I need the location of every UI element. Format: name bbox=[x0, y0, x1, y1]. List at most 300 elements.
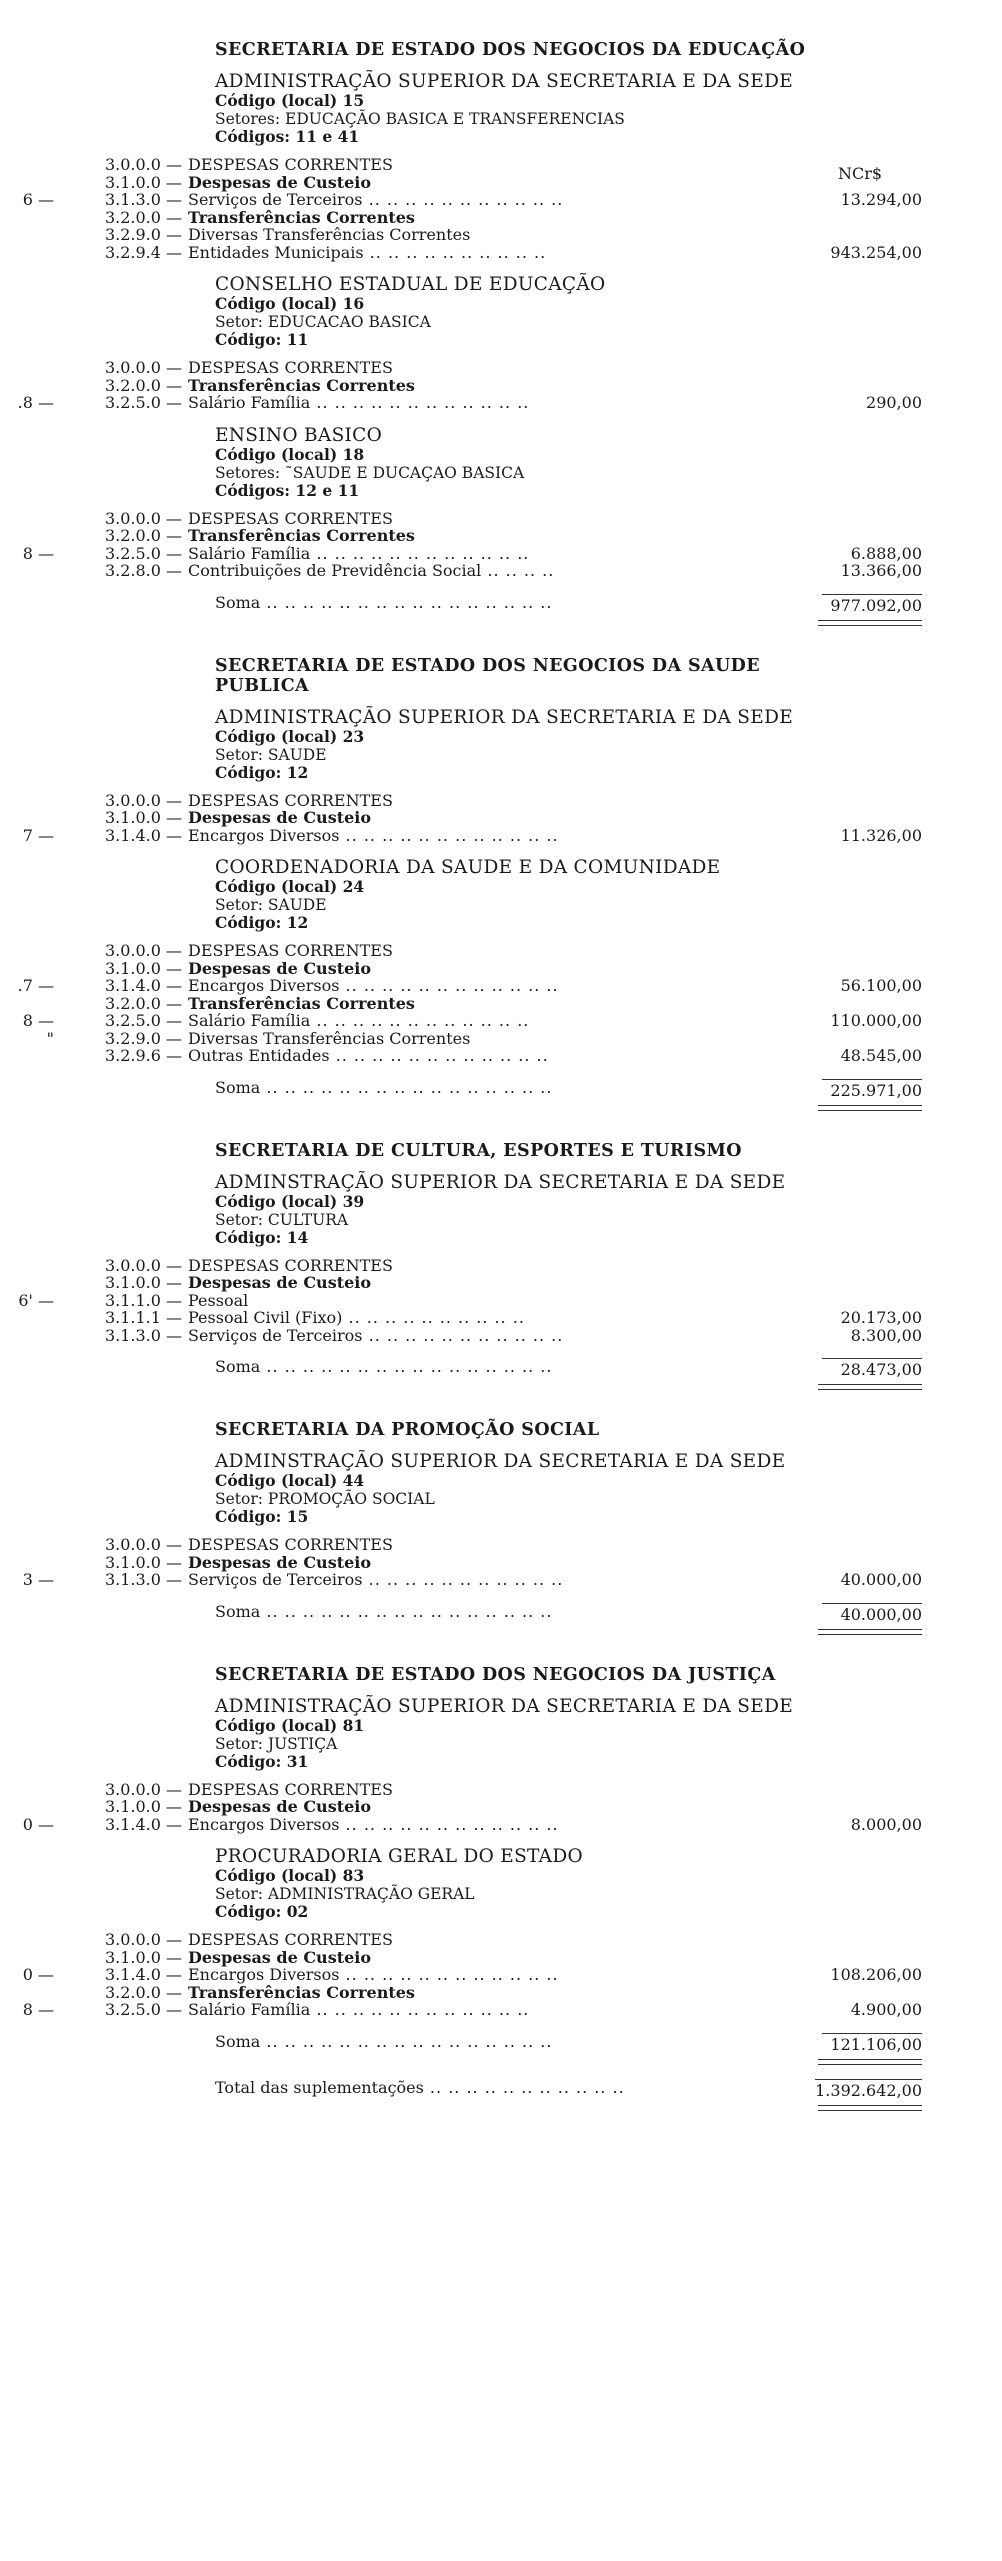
account-row bbox=[0, 1984, 1002, 2002]
unit-meta-line: Setor: ADMINISTRAÇÃO GERAL bbox=[215, 1885, 475, 1903]
row-marker: " bbox=[46, 1028, 54, 1048]
account-label: Outras Entidades bbox=[188, 1046, 330, 1065]
budget-unit bbox=[0, 72, 1002, 261]
unit-title: ADMINSTRAÇÃO SUPERIOR DA SECRETARIA E DA SEDE bbox=[215, 1171, 786, 1193]
unit-meta-line: Código (local) 16 bbox=[215, 294, 365, 313]
account-label: DESPESAS CORRENTES bbox=[188, 155, 393, 174]
unit-meta-line: Código (local) 24 bbox=[215, 877, 365, 896]
double-rule bbox=[818, 2110, 922, 2111]
subtotal-description bbox=[215, 1358, 552, 1376]
account-description bbox=[188, 244, 546, 262]
account-code: 3.1.0.0 — bbox=[104, 1797, 182, 1816]
account-label: Transferências Correntes bbox=[188, 993, 415, 1013]
account-row bbox=[0, 977, 1002, 995]
unit-meta-line: Código (local) 15 bbox=[215, 91, 365, 110]
account-label: DESPESAS CORRENTES bbox=[188, 790, 393, 810]
account-label: Contribuições de Previdência Social bbox=[188, 561, 482, 580]
account-label: Salário Família bbox=[188, 543, 311, 563]
double-rule bbox=[818, 1384, 922, 1385]
account-label: Encargos Diversos bbox=[188, 825, 340, 845]
subtotal-row bbox=[0, 592, 1002, 615]
subtotal-amount: 40.000,00 bbox=[822, 1603, 922, 1624]
account-label: Salário Família bbox=[188, 393, 311, 412]
amount-value: 290,00 bbox=[866, 393, 922, 412]
unit-title: CONSELHO ESTADUAL DE EDUCAÇÃO bbox=[215, 274, 606, 295]
account-code: 3.1.3.0 — bbox=[104, 1325, 182, 1345]
account-code: 3.2.5.0 — bbox=[104, 543, 182, 563]
grand-total-description bbox=[215, 2079, 625, 2097]
subtotal-description bbox=[215, 594, 552, 612]
account-label: Serviços de Terceiros bbox=[188, 190, 363, 209]
account-code: 3.1.0.0 — bbox=[104, 1947, 182, 1967]
account-description bbox=[188, 1554, 371, 1572]
account-description bbox=[188, 209, 415, 227]
amount-value: 8.300,00 bbox=[850, 1325, 922, 1345]
account-code: 3.1.0.0 — bbox=[104, 172, 182, 192]
grand-total-row bbox=[0, 2077, 1002, 2100]
account-description bbox=[188, 1816, 559, 1834]
account-code: 3.0.0.0 — bbox=[104, 941, 182, 960]
account-code: 3.1.3.0 — bbox=[104, 190, 182, 209]
account-row bbox=[0, 1012, 1002, 1030]
amount-value: 56.100,00 bbox=[840, 976, 922, 995]
account-row bbox=[0, 510, 1002, 528]
account-row bbox=[0, 1571, 1002, 1589]
budget-section bbox=[0, 1665, 1002, 2073]
unit-meta-line: Código: 12 bbox=[215, 762, 309, 782]
unit-meta-line: Código: 14 bbox=[215, 1227, 309, 1247]
dot-leader: .. .. .. .. .. .. .. .. .. .. bbox=[342, 1308, 525, 1327]
amount-value: 13.294,00 bbox=[840, 190, 922, 209]
account-code: 3.1.3.0 — bbox=[104, 1570, 182, 1589]
account-row bbox=[0, 1554, 1002, 1572]
account-description bbox=[188, 1292, 248, 1310]
row-marker: 6' — bbox=[18, 1290, 54, 1310]
account-label: Pessoal Civil (Fixo) bbox=[188, 1308, 343, 1327]
subtotal-row bbox=[0, 2031, 1002, 2054]
account-code: 3.2.0.0 — bbox=[104, 1982, 182, 2002]
subtotal-row bbox=[0, 1601, 1002, 1624]
unit-heading bbox=[215, 426, 835, 500]
account-label: Serviços de Terceiros bbox=[188, 1570, 363, 1589]
account-description bbox=[188, 377, 415, 395]
spacer bbox=[0, 782, 1002, 792]
row-marker: 3 — bbox=[22, 1570, 54, 1589]
dot-leader: .. .. .. .. .. .. .. .. .. .. .. .. bbox=[310, 393, 530, 412]
account-code: 3.2.8.0 — bbox=[104, 561, 182, 580]
account-row bbox=[0, 562, 1002, 580]
account-description bbox=[188, 1309, 525, 1327]
account-label: Transferências Correntes bbox=[188, 207, 415, 227]
unit-meta-line: Código: 15 bbox=[215, 1507, 309, 1526]
dot-leader: .. .. .. .. .. .. .. .. .. .. .. .. bbox=[329, 1046, 549, 1065]
budget-section bbox=[0, 1141, 1002, 1399]
account-row bbox=[0, 174, 1002, 192]
subtotal-description bbox=[215, 2033, 552, 2051]
dot-leader: .. .. .. .. .. .. .. .. .. .. .. .. bbox=[310, 2000, 530, 2019]
amount-value: 13.366,00 bbox=[840, 561, 922, 580]
spacer bbox=[0, 1771, 1002, 1781]
unit-meta-line: Código (local) 44 bbox=[215, 1471, 365, 1490]
account-description bbox=[188, 1966, 559, 1984]
double-rule bbox=[818, 2105, 922, 2106]
account-code: 3.1.0.0 — bbox=[104, 958, 182, 978]
account-row bbox=[0, 359, 1002, 377]
account-description bbox=[188, 792, 393, 810]
dot-leader: .. .. .. .. .. .. .. .. .. .. .. .. bbox=[310, 1011, 530, 1030]
subtotal-amount: 121.106,00 bbox=[822, 2033, 922, 2054]
account-description bbox=[188, 359, 393, 377]
account-description bbox=[188, 1949, 371, 1967]
account-label: Encargos Diversos bbox=[188, 1965, 340, 1984]
subtotal-amount: 28.473,00 bbox=[822, 1358, 922, 1379]
account-code: 3.2.9.0 — bbox=[104, 1028, 182, 1048]
unit-meta-line: Código: 31 bbox=[215, 1751, 309, 1771]
account-label: Diversas Transferências Correntes bbox=[188, 1028, 471, 1048]
account-row bbox=[0, 1966, 1002, 1984]
account-description bbox=[188, 1798, 371, 1816]
account-row bbox=[0, 1327, 1002, 1345]
subtotal-amount: 977.092,00 bbox=[822, 594, 922, 615]
account-row bbox=[0, 995, 1002, 1013]
account-code: 3.1.0.0 — bbox=[104, 1273, 182, 1292]
row-marker: 0 — bbox=[22, 1814, 54, 1834]
account-code: 3.1.1.1 — bbox=[104, 1308, 182, 1327]
account-label: Despesas de Custeio bbox=[188, 1947, 372, 1967]
account-label: Transferências Correntes bbox=[188, 1982, 415, 2002]
dot-leader: .. .. .. .. .. .. .. .. .. .. .. bbox=[423, 2077, 625, 2097]
budget-unit bbox=[0, 1847, 1002, 2019]
account-code: 3.1.4.0 — bbox=[104, 825, 182, 845]
double-rule bbox=[818, 625, 922, 626]
account-code: 3.2.9.6 — bbox=[104, 1046, 182, 1065]
account-row bbox=[0, 1798, 1002, 1816]
subtotal-label: Soma bbox=[215, 2031, 261, 2051]
account-description bbox=[188, 1030, 470, 1048]
row-marker: .8 — bbox=[17, 393, 54, 412]
amount-value: 943.254,00 bbox=[830, 242, 922, 262]
section-header: SECRETARIA DE ESTADO DOS NEGOCIOS DA SAUDE PUBLICA bbox=[215, 655, 760, 696]
account-row bbox=[0, 1030, 1002, 1048]
account-code: 3.2.5.0 — bbox=[104, 2000, 182, 2019]
dot-leader: .. .. .. .. bbox=[481, 561, 555, 580]
account-label: Despesas de Custeio bbox=[188, 808, 372, 827]
account-code: 3.2.5.0 — bbox=[104, 1011, 182, 1030]
account-description bbox=[188, 1931, 393, 1949]
section-header: SECRETARIA DA PROMOÇÃO SOCIAL bbox=[215, 1420, 600, 1440]
unit-title: ENSINO BASICO bbox=[215, 424, 383, 446]
dot-leader: .. .. .. .. .. .. .. .. .. .. .. .. bbox=[339, 825, 559, 845]
unit-meta-line: Setor: EDUCACAO BASICA bbox=[215, 313, 431, 331]
unit-title: COORDENADORIA DA SAUDE E DA COMUNIDADE bbox=[215, 857, 721, 878]
row-marker: 7 — bbox=[22, 825, 54, 845]
account-label: Despesas de Custeio bbox=[188, 958, 372, 978]
account-label: DESPESAS CORRENTES bbox=[188, 1930, 393, 1949]
unit-meta-line: Setor: CULTURA bbox=[215, 1210, 349, 1229]
subtotal-label: Soma bbox=[215, 1077, 261, 1097]
account-label: Despesas de Custeio bbox=[188, 172, 372, 192]
grand-total-label: Total das suplementações bbox=[215, 2077, 424, 2097]
budget-unit bbox=[0, 1173, 1002, 1345]
account-label: Serviços de Terceiros bbox=[188, 1325, 363, 1345]
account-row bbox=[0, 1816, 1002, 1834]
account-code: 3.1.0.0 — bbox=[104, 808, 182, 827]
unit-heading bbox=[215, 1847, 835, 1921]
unit-meta-line: Códigos: 12 e 11 bbox=[215, 480, 360, 500]
unit-meta-line: Código: 12 bbox=[215, 913, 309, 932]
account-label: DESPESAS CORRENTES bbox=[188, 941, 393, 960]
account-description bbox=[188, 1047, 549, 1065]
account-row bbox=[0, 1931, 1002, 1949]
account-code: 3.0.0.0 — bbox=[104, 1779, 182, 1799]
account-row bbox=[0, 792, 1002, 810]
grand-total-amount: 1.392.642,00 bbox=[815, 2080, 922, 2100]
unit-heading bbox=[215, 708, 835, 782]
account-row bbox=[0, 1949, 1002, 1967]
account-code: 3.2.0.0 — bbox=[104, 526, 182, 545]
unit-meta-line: Setor: JUSTIÇA bbox=[215, 1734, 338, 1753]
unit-meta-line: Código (local) 83 bbox=[215, 1866, 365, 1885]
account-row bbox=[0, 809, 1002, 827]
budget-unit bbox=[0, 708, 1002, 845]
account-row bbox=[0, 226, 1002, 244]
double-rule bbox=[818, 1629, 922, 1630]
unit-meta-line: Código: 02 bbox=[215, 1902, 309, 1921]
subtotal-label: Soma bbox=[215, 1357, 261, 1376]
row-marker: 8 — bbox=[22, 1011, 54, 1030]
account-code: 3.0.0.0 — bbox=[104, 1255, 182, 1275]
account-label: Transferências Correntes bbox=[188, 526, 415, 545]
section-header: SECRETARIA DE ESTADO DOS NEGOCIOS DA EDUCAÇÃO bbox=[215, 40, 806, 60]
account-description bbox=[188, 977, 559, 995]
amount-value: 48.545,00 bbox=[840, 1046, 922, 1065]
account-code: 3.0.0.0 — bbox=[104, 790, 182, 810]
account-label: Salário Família bbox=[188, 2000, 311, 2019]
double-rule bbox=[818, 1110, 922, 1111]
account-code: 3.1.0.0 — bbox=[104, 1552, 182, 1572]
unit-meta-line: Código (local) 39 bbox=[215, 1191, 365, 1211]
dot-leader: .. .. .. .. .. .. .. .. .. .. .. .. .. .. .. .. bbox=[260, 1601, 553, 1621]
budget-section bbox=[0, 656, 1002, 1119]
account-code: 3.2.0.0 — bbox=[104, 375, 182, 395]
account-code: 3.0.0.0 — bbox=[104, 508, 182, 528]
dot-leader: .. .. .. .. .. .. .. .. .. .. .. bbox=[362, 190, 564, 209]
section-header: SECRETARIA DE ESTADO DOS NEGOCIOS DA JUSTIÇA bbox=[215, 1664, 776, 1685]
subtotal-block bbox=[0, 594, 1002, 634]
unit-title: ADMINISTRAÇÃO SUPERIOR DA SECRETARIA E DA SEDE bbox=[215, 1695, 794, 1717]
account-row bbox=[0, 545, 1002, 563]
subtotal-row bbox=[0, 1357, 1002, 1379]
row-marker: .7 — bbox=[17, 976, 54, 995]
row-marker: 0 — bbox=[22, 1965, 54, 1984]
subtotal-block bbox=[0, 1603, 1002, 1643]
spacer bbox=[0, 1247, 1002, 1257]
account-code: 3.0.0.0 — bbox=[104, 1930, 182, 1949]
account-description bbox=[188, 827, 559, 845]
account-description bbox=[188, 562, 554, 580]
unit-title: PROCURADORIA GERAL DO ESTADO bbox=[215, 1846, 583, 1867]
account-label: Encargos Diversos bbox=[188, 1814, 340, 1834]
account-label: Despesas de Custeio bbox=[188, 1273, 372, 1292]
subtotal-block bbox=[0, 1079, 1002, 1119]
account-code: 3.0.0.0 — bbox=[104, 1535, 182, 1554]
account-code: 3.0.0.0 — bbox=[104, 358, 182, 377]
account-description bbox=[188, 545, 529, 563]
account-description bbox=[188, 2001, 529, 2019]
amount-value: 108.206,00 bbox=[830, 1965, 922, 1984]
account-description bbox=[188, 174, 371, 192]
budget-section bbox=[0, 40, 1002, 634]
account-row bbox=[0, 244, 1002, 262]
amount-value: 6.888,00 bbox=[850, 543, 922, 563]
account-description bbox=[188, 156, 393, 174]
account-label: DESPESAS CORRENTES bbox=[188, 358, 393, 377]
account-code: 3.1.4.0 — bbox=[104, 976, 182, 995]
double-rule bbox=[818, 2059, 922, 2060]
unit-meta-line: Código (local) 23 bbox=[215, 726, 365, 746]
account-description bbox=[188, 1984, 415, 2002]
double-rule bbox=[818, 2064, 922, 2065]
account-description bbox=[188, 942, 393, 960]
dot-leader: .. .. .. .. .. .. .. .. .. .. .. bbox=[362, 1325, 564, 1345]
account-description bbox=[188, 527, 415, 545]
account-row bbox=[0, 1257, 1002, 1275]
account-code: 3.2.0.0 — bbox=[104, 207, 182, 227]
account-code: 3.2.5.0 — bbox=[104, 393, 182, 412]
subtotal-amount: 225.971,00 bbox=[822, 1079, 922, 1100]
account-code: 3.2.9.4 — bbox=[104, 242, 182, 262]
account-description bbox=[188, 191, 563, 209]
spacer bbox=[0, 500, 1002, 510]
amount-value: 110.000,00 bbox=[830, 1011, 922, 1030]
account-description bbox=[188, 1012, 529, 1030]
account-row bbox=[0, 827, 1002, 845]
account-row bbox=[0, 209, 1002, 227]
dot-leader: .. .. .. .. .. .. .. .. .. .. .. .. bbox=[310, 543, 530, 563]
row-marker: 8 — bbox=[22, 543, 54, 563]
account-code: 3.1.4.0 — bbox=[104, 1965, 182, 1984]
account-code: 3.2.9.0 — bbox=[104, 225, 182, 244]
currency-label: NCr$ bbox=[838, 164, 883, 183]
dot-leader: .. .. .. .. .. .. .. .. .. .. .. .. .. .. .. .. bbox=[260, 1357, 553, 1376]
row-marker: 6 — bbox=[22, 190, 54, 209]
amount-value: 8.000,00 bbox=[850, 1814, 922, 1834]
account-description bbox=[188, 1536, 393, 1554]
dot-leader: .. .. .. .. .. .. .. .. .. .. .. .. bbox=[339, 1814, 559, 1834]
account-description bbox=[188, 1781, 393, 1799]
account-label: Despesas de Custeio bbox=[188, 1552, 372, 1572]
dot-leader: .. .. .. .. .. .. .. .. .. .. .. .. .. .. .. .. bbox=[260, 592, 553, 612]
account-label: Transferências Correntes bbox=[188, 375, 415, 395]
unit-meta-line: Setor: SAUDE bbox=[215, 896, 327, 914]
account-code: 3.2.0.0 — bbox=[104, 993, 182, 1013]
account-label: Pessoal bbox=[188, 1290, 249, 1310]
account-description bbox=[188, 809, 371, 827]
dot-leader: .. .. .. .. .. .. .. .. .. .. .. .. bbox=[339, 976, 559, 995]
unit-title: ADMINISTRAÇÃO SUPERIOR DA SECRETARIA E DA SEDE bbox=[215, 71, 794, 92]
row-marker: 8 — bbox=[22, 2000, 54, 2019]
account-row bbox=[0, 191, 1002, 209]
account-label: DESPESAS CORRENTES bbox=[188, 1535, 393, 1554]
account-row bbox=[0, 2001, 1002, 2019]
unit-heading bbox=[215, 1173, 835, 1247]
unit-title: ADMINSTRAÇÃO SUPERIOR DA SECRETARIA E DA SEDE bbox=[215, 1451, 786, 1472]
subtotal-label: Soma bbox=[215, 592, 261, 612]
amount-value: 40.000,00 bbox=[840, 1570, 922, 1589]
account-description bbox=[188, 1257, 393, 1275]
account-label: DESPESAS CORRENTES bbox=[188, 508, 393, 528]
account-description bbox=[188, 1327, 563, 1345]
unit-heading bbox=[215, 1697, 835, 1771]
account-label: Entidades Municipais bbox=[188, 242, 364, 262]
account-description bbox=[188, 226, 470, 244]
unit-meta-line: Setor: SAUDE bbox=[215, 745, 327, 764]
budget-unit bbox=[0, 275, 1002, 412]
account-row bbox=[0, 1274, 1002, 1292]
subtotal-label: Soma bbox=[215, 1601, 261, 1621]
account-code: 3.1.1.0 — bbox=[104, 1290, 182, 1310]
account-description bbox=[188, 995, 415, 1013]
account-row bbox=[0, 394, 1002, 412]
budget-unit bbox=[0, 858, 1002, 1065]
account-description bbox=[188, 1571, 563, 1589]
account-code: 3.0.0.0 — bbox=[104, 155, 182, 174]
unit-title: ADMINISTRAÇÃO SUPERIOR DA SECRETARIA E DA SEDE bbox=[215, 706, 794, 728]
unit-meta-line: Códigos: 11 e 41 bbox=[215, 127, 360, 146]
double-rule bbox=[818, 620, 922, 621]
unit-meta-line: Setores: EDUCAÇÃO BASICA E TRANSFERENCIAS bbox=[215, 110, 625, 128]
unit-meta-line: Código: 11 bbox=[215, 330, 309, 349]
account-description bbox=[188, 1274, 371, 1292]
dot-leader: .. .. .. .. .. .. .. .. .. .. .. .. .. .. .. .. bbox=[260, 2031, 553, 2051]
subtotal-block bbox=[0, 2033, 1002, 2073]
amount-value: 20.173,00 bbox=[840, 1308, 922, 1327]
unit-meta-line: Setores: ˜SAUDE E DUCAÇAO BASICA bbox=[215, 463, 525, 482]
account-label: Diversas Transferências Correntes bbox=[188, 225, 471, 244]
account-row bbox=[0, 1781, 1002, 1799]
dot-leader: .. .. .. .. .. .. .. .. .. .. bbox=[363, 242, 547, 262]
account-label: Salário Família bbox=[188, 1011, 311, 1030]
unit-heading bbox=[215, 275, 835, 349]
account-description bbox=[188, 394, 529, 412]
budget-unit bbox=[0, 426, 1002, 580]
double-rule bbox=[818, 1634, 922, 1635]
account-label: Encargos Diversos bbox=[188, 976, 340, 995]
dot-leader: .. .. .. .. .. .. .. .. .. .. .. .. .. .. .. .. bbox=[260, 1077, 553, 1097]
account-row bbox=[0, 1047, 1002, 1065]
account-row bbox=[0, 377, 1002, 395]
double-rule bbox=[818, 1105, 922, 1106]
unit-meta-line: Setor: PROMOÇÃO SOCIAL bbox=[215, 1490, 435, 1508]
section-header: SECRETARIA DE CULTURA, ESPORTES E TURISMO bbox=[215, 1140, 742, 1161]
dot-leader: .. .. .. .. .. .. .. .. .. .. .. .. bbox=[339, 1965, 559, 1984]
budget-section bbox=[0, 1420, 1002, 1643]
unit-heading bbox=[215, 858, 835, 932]
budget-unit bbox=[0, 1452, 1002, 1589]
amount-value: 4.900,00 bbox=[850, 2000, 922, 2019]
double-rule bbox=[818, 1389, 922, 1390]
unit-meta-line: Código (local) 81 bbox=[215, 1715, 365, 1735]
budget-unit bbox=[0, 1697, 1002, 1834]
account-row bbox=[0, 960, 1002, 978]
account-code: 3.1.4.0 — bbox=[104, 1814, 182, 1834]
subtotal-description bbox=[215, 1603, 552, 1621]
grand-total-block bbox=[0, 2079, 1002, 2119]
account-row bbox=[0, 156, 1002, 174]
account-row bbox=[0, 1536, 1002, 1554]
subtotal-row bbox=[0, 1077, 1002, 1100]
account-row bbox=[0, 1292, 1002, 1310]
